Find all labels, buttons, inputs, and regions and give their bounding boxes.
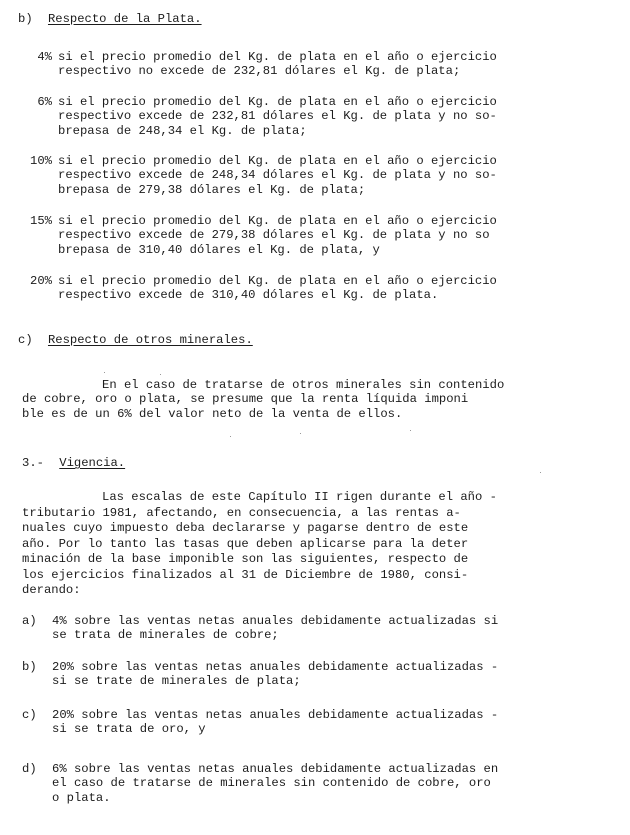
paragraph-line: ble es de un 6% del valor neto de la venta de ellos. <box>22 406 403 421</box>
vigencia-item-d-line: o plata. <box>52 790 111 805</box>
vigencia-item-d-line: 6% sobre las ventas netas anuales debidamente actualizadas en <box>52 762 499 776</box>
vigencia-item-b-line: 20% sobre las ventas netas anuales debidamente actualizadas - <box>52 660 499 674</box>
scan-speck <box>410 430 411 431</box>
silver-item-4-line: si el precio promedio del Kg. de plata en el año o ejercicio <box>58 50 497 64</box>
scan-speck <box>230 436 231 437</box>
silver-item-20-line: respectivo excede de 310,40 dólares el Kg. de plata. <box>58 288 439 303</box>
silver-item-4 <box>58 50 497 79</box>
paragraph-line: minación de la base imponible son las siguientes, respecto de <box>22 552 469 566</box>
section-c-title: Respecto de otros minerales. <box>47 333 253 347</box>
section-b-heading <box>18 12 202 26</box>
paragraph-line: nuales cuyo impuesto deba declararse y pagarse dentro de este <box>22 521 469 535</box>
vigencia-item-a-line: se trata de minerales de cobre; <box>52 628 279 643</box>
silver-item-15-line: respectivo excede de 279,38 dólares el Kg. de plata y no so <box>58 228 490 243</box>
paragraph-line: Las escalas de este Capítulo II rigen durante el año - <box>102 490 497 504</box>
silver-item-10-line: brepasa de 279,38 dólares el Kg. de plata; <box>58 182 366 197</box>
paragraph-line: de cobre, oro o plata, se presume que la renta líquida imponi <box>22 392 469 407</box>
scan-speck <box>104 372 105 373</box>
silver-rate-4: 4% <box>37 50 52 64</box>
silver-item-6-line: brepasa de 248,34 el Kg. de plata; <box>58 123 307 138</box>
silver-rate-6: 6% <box>37 95 52 109</box>
section-3-heading <box>22 456 125 470</box>
vigencia-item-c-line: si se trata de oro, y <box>52 722 206 737</box>
silver-item-15 <box>58 214 497 257</box>
vigencia-item-d-line: el caso de tratarse de minerales sin contenido de cobre, oro <box>52 776 491 791</box>
silver-rate-15: 15% <box>30 214 52 228</box>
silver-item-6-line: respectivo excede de 232,81 dólares el Kg. de plata y no so- <box>58 109 497 124</box>
silver-item-6-line: si el precio promedio del Kg. de plata en el año o ejercicio <box>58 95 497 109</box>
vigencia-item-b-letter: b) <box>22 660 37 674</box>
scan-speck <box>540 472 541 473</box>
section-3-title: Vigencia. <box>59 456 126 470</box>
section-c-heading <box>18 333 253 347</box>
section-b-title: Respecto de la Plata. <box>47 12 202 26</box>
silver-rate-10: 10% <box>30 154 52 168</box>
vigencia-item-c-letter: c) <box>22 708 37 722</box>
vigencia-item-c <box>52 708 498 737</box>
paragraph-line: año. Por lo tanto las tasas que deben aplicarse para la deter <box>22 536 469 551</box>
section-3-number: 3.- <box>22 456 44 470</box>
silver-item-20-line: si el precio promedio del Kg. de plata en el año o ejercicio <box>58 274 497 288</box>
silver-item-15-line: si el precio promedio del Kg. de plata en el año o ejercicio <box>58 214 497 228</box>
silver-item-10-line: si el precio promedio del Kg. de plata en el año o ejercicio <box>58 154 497 168</box>
silver-item-6 <box>58 95 497 138</box>
silver-rate-20: 20% <box>30 274 52 288</box>
paragraph-line: derando: <box>22 583 81 597</box>
vigencia-paragraph <box>22 490 497 599</box>
scan-speck <box>300 433 301 434</box>
silver-item-10-line: respectivo excede de 248,34 dólares el Kg. de plata y no so- <box>58 168 497 183</box>
silver-item-4-line: respectivo no excede de 232,81 dólares el Kg. de plata; <box>58 64 461 79</box>
scan-speck <box>160 374 161 375</box>
section-c-paragraph <box>22 378 504 421</box>
section-b-letter: b) <box>18 12 33 26</box>
section-c-letter: c) <box>18 333 33 347</box>
vigencia-item-d-letter: d) <box>22 762 37 776</box>
paragraph-line: En el caso de tratarse de otros minerales sin contenido <box>102 378 505 392</box>
paragraph-line: los ejercicios finalizados al 31 de Diciembre de 1980, consi- <box>22 567 469 582</box>
vigencia-item-a <box>52 614 498 643</box>
vigencia-item-d <box>52 762 498 805</box>
silver-item-20 <box>58 274 497 303</box>
vigencia-item-b <box>52 660 498 689</box>
paragraph-line: tributario 1981, afectando, en consecuencia, a las rentas a- <box>22 505 461 520</box>
vigencia-item-a-line: 4% sobre las ventas netas anuales debidamente actualizadas si <box>52 614 499 628</box>
silver-item-10 <box>58 154 497 197</box>
vigencia-item-a-letter: a) <box>22 614 37 628</box>
vigencia-item-b-line: si se trate de minerales de plata; <box>52 674 301 689</box>
silver-item-15-line: brepasa de 310,40 dólares el Kg. de plata, y <box>58 242 380 257</box>
vigencia-item-c-line: 20% sobre las ventas netas anuales debidamente actualizadas - <box>52 708 499 722</box>
